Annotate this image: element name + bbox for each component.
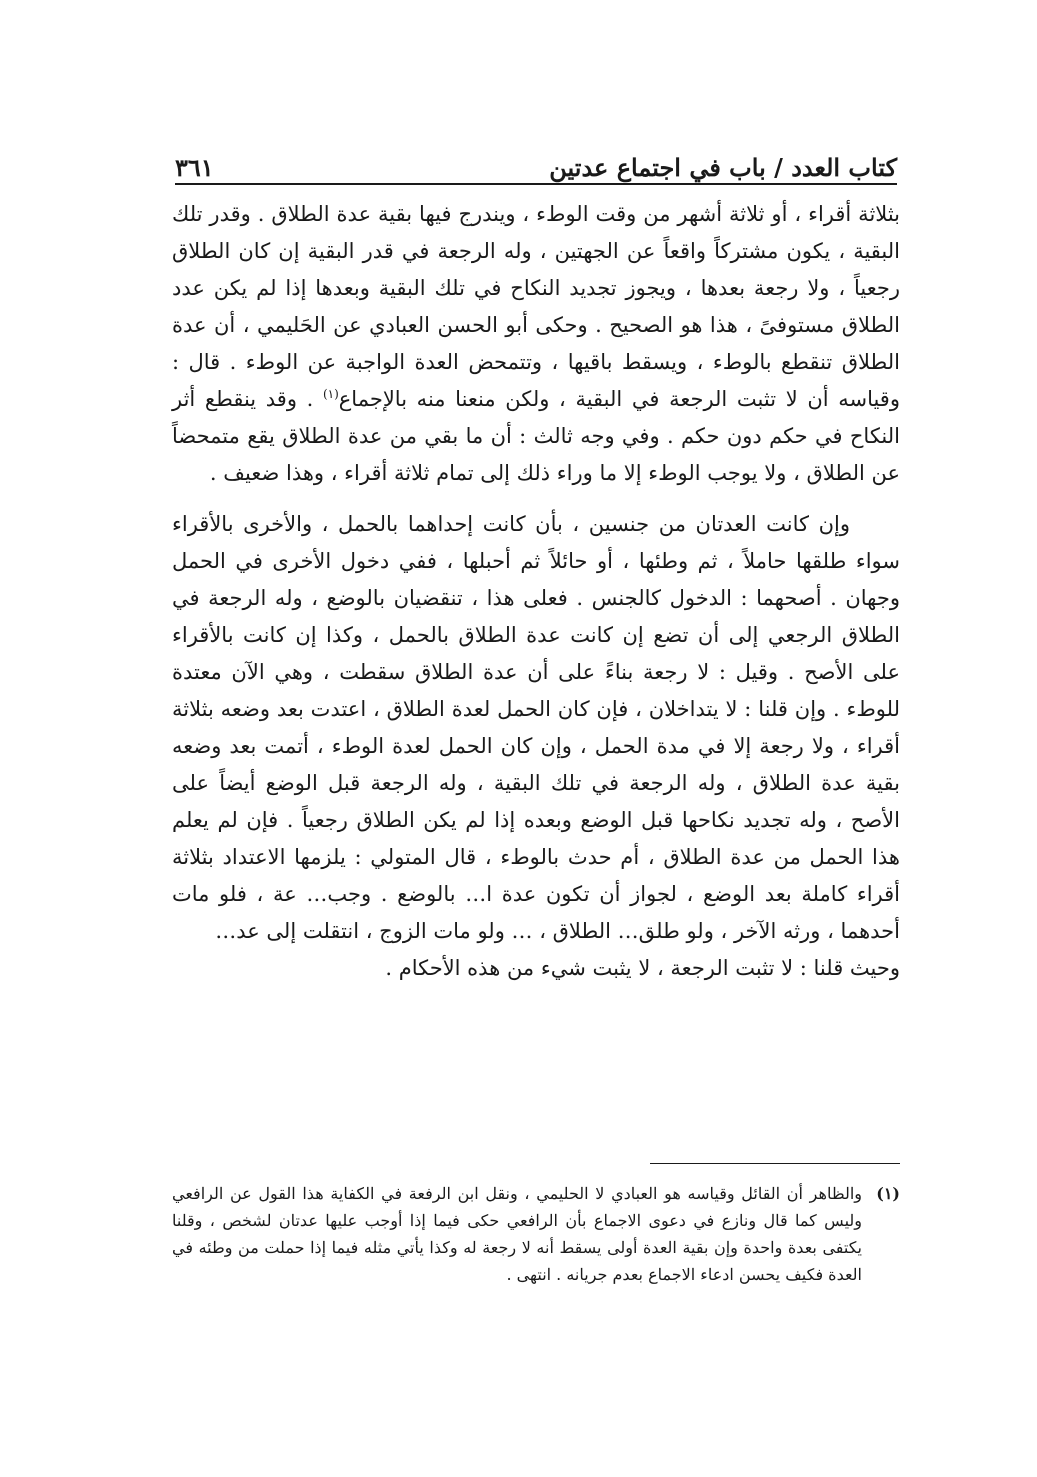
footnote-text: والظاهر أن القائل وقياسه هو العبادي لا الحليمي ، ونقل ابن الرفعة في الكفاية هذا القول عن الرافعي وليس كما قال ونازع في دعوى الاجماع بأن الرافعي حكى فيما إذا أوجب عليها عدتان لشخص ، وقلنا يكتفى بعدة واحدة وإن بقية العدة أولى يسقط أنه لا رجعة له وكذا يأتي مثله فيما إذا حملت من وطئه في العدة فكيف يحسن ادعاء الاجماع بعدم جريانه . انتهى .: [172, 1184, 863, 1284]
main-text: [172, 196, 900, 987]
paragraph-1: [172, 196, 900, 492]
paragraph-3: وحيث قلنا : لا تثبت الرجعة ، لا يثبت شيء من هذه الأحكام .: [385, 956, 900, 980]
running-title: كتاب العدد / باب في اجتماع عدتين: [549, 153, 897, 182]
header-rule: [175, 183, 897, 185]
paragraph-1-continuation: . وقد ينقطع أثر النكاح في حكم دون حكم . وفي وجه ثالث : أن ما بقي من عدة الطلاق يقع متمحضاً عن الطلاق ، ولا يوجب الوطء إلا ما وراء ذلك إلى تمام ثلاثة أقراء ، وهذا ضعيف .: [172, 387, 900, 485]
footnote-rule: [650, 1163, 900, 1164]
footnote-number: (١): [876, 1184, 900, 1203]
footnote-reference: (١): [322, 387, 339, 401]
running-head: [175, 140, 897, 180]
footnotes: [172, 1180, 900, 1288]
paragraph-1-text: بثلاثة أقراء ، أو ثلاثة أشهر من وقت الوطء ، ويندرج فيها بقية عدة الطلاق . وقدر تلك البقية ، يكون مشتركاً واقعاً عن الجهتين ، وله الرجعة في قدر البقية إن كان الطلاق رجعياً ، ولا رجعة بعدها ، ويجوز تجديد النكاح في تلك البقية وبعدها إذا لم يكن عدد الطلاق مستوفىً ، هذا هو الصحيح . وحكى أبو الحسن العبادي عن الحَليمي ، أن عدة الطلاق تنقطع بالوطء ، ويسقط باقيها ، وتتمحض العدة الواجبة عن الوطء . قال : وقياسه أن لا تثبت الرجعة في البقية ، ولكن منعنا منه بالإجماع: [172, 202, 901, 411]
footnote: [172, 1180, 900, 1288]
paragraph-2: وإن كانت العدتان من جنسين ، بأن كانت إحداهما بالحمل ، والأخرى بالأقراء سواء طلقها حاملاً ، ثم وطئها ، أو حائلاً ثم أحبلها ، ففي دخول الأخرى في الحمل وجهان . أصحهما : الدخول كالجنس . فعلى هذا ، تنقضيان بالوضع ، وله الرجعة في الطلاق الرجعي إلى أن تضع إن كانت عدة الطلاق بالحمل ، وكذا إن كانت بالأقراء على الأصح . وقيل : لا رجعة بناءً على أن عدة الطلاق سقطت ، وهي الآن معتدة للوطء . وإن قلنا : لا يتداخلان ، فإن كان الحمل لعدة الطلاق ، اعتدت بعد وضعه بثلاثة أقراء ، ولا رجعة إلا في مدة الحمل ، وإن كان الحمل لعدة الوطء ، أتمت بعد وضعه بقية عدة الطلاق ، وله الرجعة في تلك البقية ، وله الرجعة قبل الوضع أيضاً على الأصح ، وله تجديد نكاحها قبل الوضع وبعده إذا لم يكن الطلاق رجعياً . فإن لم يعلم هذا الحمل من عدة الطلاق ، أم حدث بالوطء ، قال المتولي : يلزمها الاعتداد بثلاثة أقراء كاملة بعد الوضع ، لجواز أن تكون عدة ا… بالوضع . وجب… عة ، فلو مات أحدهما ، ورثه الآخر ، ولو طلق… الطلاق ، … ولو مات الزوج ، انتقلت إلى عد…: [172, 512, 900, 943]
page-number: ٣٦١: [175, 153, 214, 182]
